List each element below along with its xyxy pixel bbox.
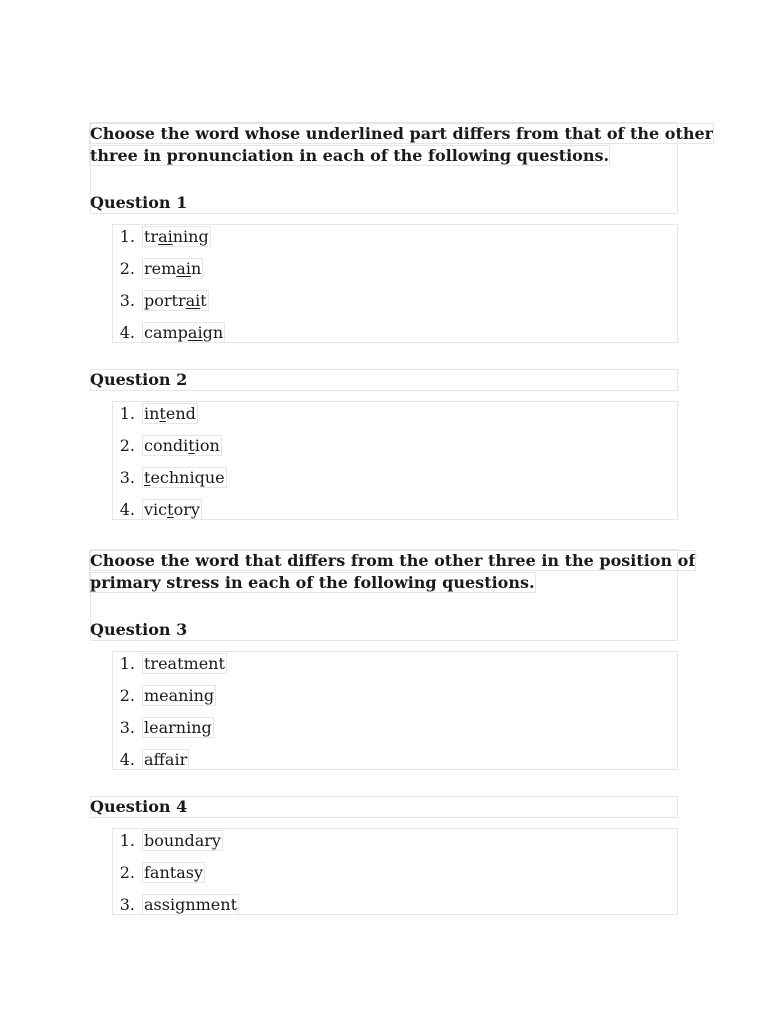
option-item[interactable] xyxy=(113,498,201,520)
option-number: 1. xyxy=(119,830,135,850)
option-word: intend xyxy=(144,403,196,423)
option-word: affair xyxy=(144,749,188,769)
option-number: 2. xyxy=(119,862,135,882)
instruction-line: Choose the word that differs from the other three in the position of xyxy=(90,551,696,570)
option-item[interactable] xyxy=(113,893,238,915)
section-1-instruction xyxy=(90,123,713,167)
option-item[interactable] xyxy=(113,829,222,851)
option-item[interactable] xyxy=(113,257,202,279)
option-word: remain xyxy=(144,258,202,278)
question-2-options xyxy=(112,401,678,520)
option-word: campaign xyxy=(144,322,224,342)
instruction-line: primary stress in each of the following questions. xyxy=(90,573,535,592)
option-item[interactable] xyxy=(113,434,221,456)
option-word: treatment xyxy=(144,653,225,673)
question-3-options xyxy=(112,651,678,770)
option-item[interactable] xyxy=(113,652,226,674)
option-item[interactable] xyxy=(113,684,215,706)
option-item[interactable] xyxy=(113,402,197,424)
question-3-label: Question 3 xyxy=(90,620,188,639)
option-number: 3. xyxy=(119,467,135,487)
instruction-line: Choose the word whose underlined part differs from that of the other xyxy=(90,124,714,143)
option-number: 1. xyxy=(119,653,135,673)
option-word: portrait xyxy=(144,290,207,310)
option-word: meaning xyxy=(144,685,215,705)
option-number: 2. xyxy=(119,685,135,705)
option-number: 4. xyxy=(119,749,135,769)
option-word: technique xyxy=(144,467,225,487)
option-number: 2. xyxy=(119,435,135,455)
question-2-label: Question 2 xyxy=(90,370,188,389)
question-1-options xyxy=(112,224,678,343)
option-number: 1. xyxy=(119,226,135,246)
option-word: victory xyxy=(144,499,200,519)
option-number: 4. xyxy=(119,322,135,342)
option-word: boundary xyxy=(144,830,221,850)
option-item[interactable] xyxy=(113,861,204,883)
option-item[interactable] xyxy=(113,225,210,247)
option-number: 3. xyxy=(119,290,135,310)
option-item[interactable] xyxy=(113,466,226,488)
option-number: 3. xyxy=(119,717,135,737)
option-item[interactable] xyxy=(113,748,188,770)
option-item[interactable] xyxy=(113,289,208,311)
option-item[interactable] xyxy=(113,321,224,343)
option-number: 1. xyxy=(119,403,135,423)
instruction-line: three in pronunciation in each of the following questions. xyxy=(90,146,610,165)
question-4-options xyxy=(112,828,678,915)
option-word: condition xyxy=(144,435,220,455)
option-number: 3. xyxy=(119,894,135,914)
option-word: training xyxy=(144,226,209,246)
option-number: 2. xyxy=(119,258,135,278)
question-1-label: Question 1 xyxy=(90,193,188,212)
option-item[interactable] xyxy=(113,716,213,738)
option-number: 4. xyxy=(119,499,135,519)
option-word: assignment xyxy=(144,894,237,914)
section-2-instruction xyxy=(90,550,695,594)
option-word: learning xyxy=(144,717,212,737)
option-word: fantasy xyxy=(144,862,203,882)
question-4-label: Question 4 xyxy=(90,797,188,816)
